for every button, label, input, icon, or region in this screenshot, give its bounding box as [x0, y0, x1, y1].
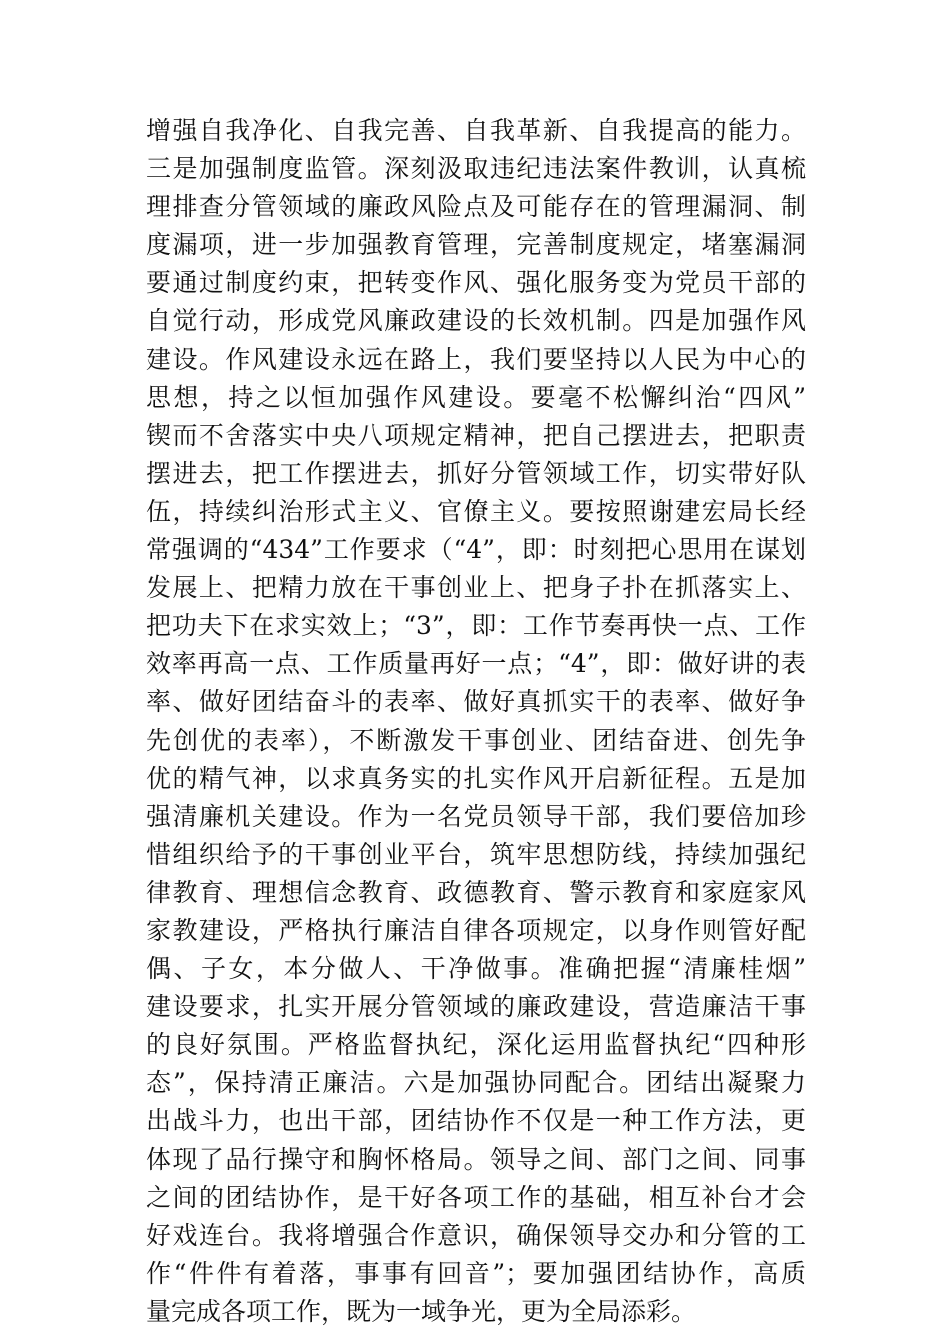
text-line: 度漏项，进一步加强教育管理，完善制度规定，堵塞漏洞: [146, 230, 806, 260]
text-line: 要通过制度约束，把转变作风、强化服务变为党员干部的: [146, 268, 806, 298]
text-line: 自觉行动，形成党风廉政建设的长效机制。四是加强作风: [146, 306, 806, 336]
text-line: 偶、子女，本分做人、干净做事。准确把握“清廉桂烟”: [146, 954, 806, 984]
text-line: 建设。作风建设永远在路上，我们要坚持以人民为中心的: [146, 344, 806, 374]
text-line: 摆进去，把工作摆进去，抓好分管领域工作，切实带好队: [146, 458, 806, 488]
text-line: 伍，持续纠治形式主义、官僚主义。要按照谢建宏局长经: [146, 496, 806, 526]
text-line: 的良好氛围。严格监督执纪，深化运用监督执纪“四种形: [146, 1030, 806, 1060]
text-line: 先创优的表率），不断激发干事创业、团结奋进、创先争: [146, 725, 806, 755]
text-line: 强清廉机关建设。作为一名党员领导干部，我们要倍加珍: [146, 801, 806, 831]
text-line: 发展上、把精力放在干事创业上、把身子扑在抓落实上、: [146, 573, 806, 603]
text-line: 三是加强制度监管。深刻汲取违纪违法案件教训，认真梳: [146, 154, 806, 184]
text-line: 建设要求，扎实开展分管领域的廉政建设，营造廉洁干事: [146, 992, 806, 1022]
text-line: 好戏连台。我将增强合作意识，确保领导交办和分管的工: [146, 1220, 806, 1250]
text-line: 优的精气神，以求真务实的扎实作风开启新征程。五是加: [146, 763, 806, 793]
text-line: 之间的团结协作，是干好各项工作的基础，相互补台才会: [146, 1182, 806, 1212]
text-line: 把功夫下在求实效上；“3”，即：工作节奏再快一点、工作: [146, 611, 806, 641]
text-line: 出战斗力，也出干部，团结协作不仅是一种工作方法，更: [146, 1106, 806, 1136]
text-line: 作“件件有着落，事事有回音”；要加强团结协作，高质: [146, 1258, 806, 1288]
text-line: 思想，持之以恒加强作风建设。要毫不松懈纠治“四风”: [146, 382, 806, 412]
text-line: 理排查分管领域的廉政风险点及可能存在的管理漏洞、制: [146, 192, 806, 222]
text-line: 家教建设，严格执行廉洁自律各项规定，以身作则管好配: [146, 915, 806, 945]
text-line: 增强自我净化、自我完善、自我革新、自我提高的能力。: [146, 116, 806, 145]
body-text: [146, 112, 806, 1331]
text-line: 锲而不舍落实中央八项规定精神，把自己摆进去，把职责: [146, 420, 806, 450]
text-line: 效率再高一点、工作质量再好一点；“4”，即：做好讲的表: [146, 649, 806, 679]
text-line: 态”，保持清正廉洁。六是加强协同配合。团结出凝聚力: [146, 1068, 806, 1098]
text-line-last: 量完成各项工作，既为一域争光，更为全局添彩。: [146, 1296, 697, 1326]
text-line: 惜组织给予的干事创业平台，筑牢思想防线，持续加强纪: [146, 839, 806, 869]
text-line: 体现了品行操守和胸怀格局。领导之间、部门之间、同事: [146, 1144, 806, 1174]
text-line: 率、做好团结奋斗的表率、做好真抓实干的表率、做好争: [146, 687, 806, 717]
text-line: 常强调的“434”工作要求（“4”，即：时刻把心思用在谋划: [146, 535, 806, 565]
text-line: 律教育、理想信念教育、政德教育、警示教育和家庭家风: [146, 877, 806, 907]
